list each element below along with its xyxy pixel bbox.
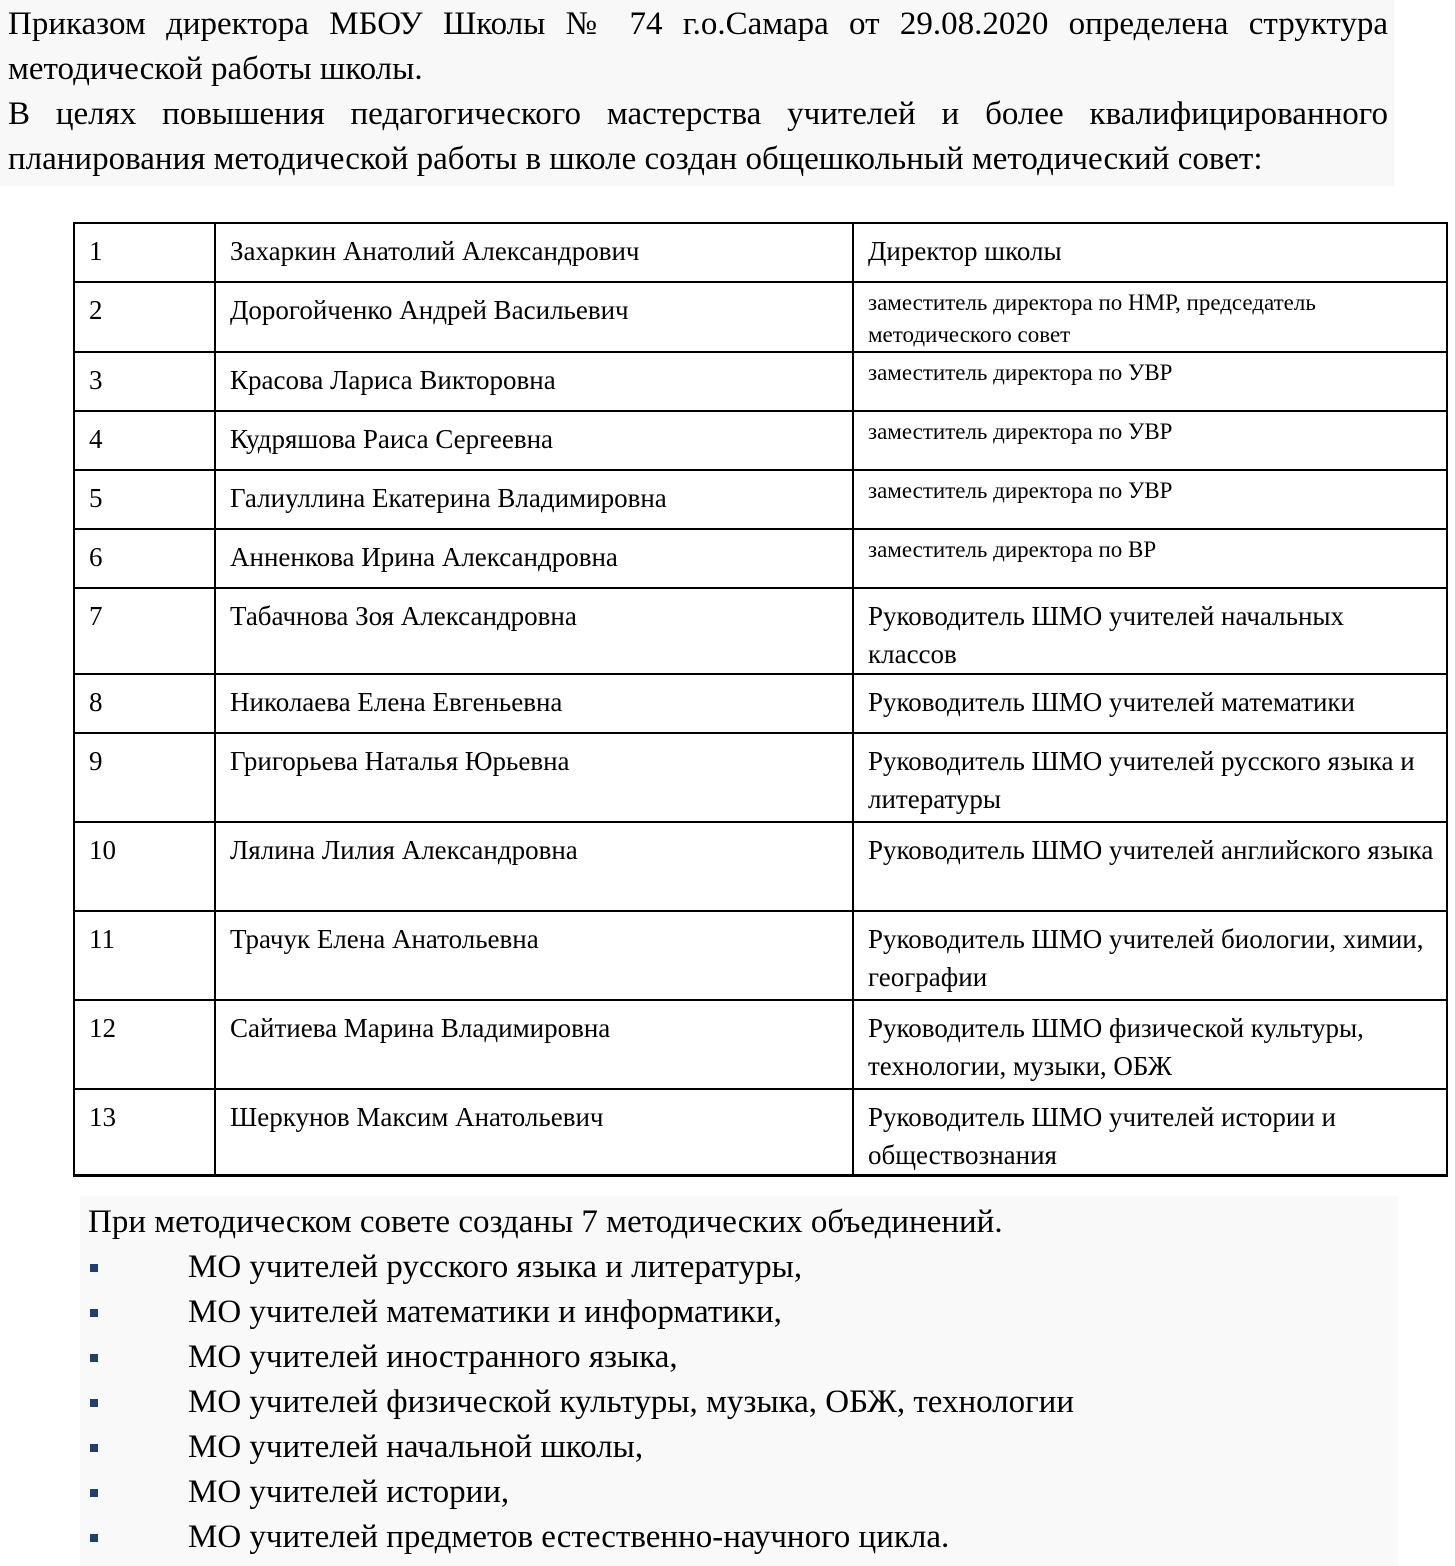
table-row <box>74 588 1447 674</box>
member-role: заместитель директора по НМР, председатель методического совет <box>853 282 1447 352</box>
member-name: Шеркунов Максим Анатольевич <box>215 1089 853 1176</box>
intro-block <box>0 0 1394 186</box>
table-row <box>74 674 1447 733</box>
table-row <box>74 352 1447 411</box>
member-name: Захаркин Анатолий Александрович <box>215 223 853 282</box>
table-row <box>74 411 1447 470</box>
row-number: 10 <box>74 822 215 911</box>
list-item-text: МО учителей иностранного языка, <box>188 1339 678 1375</box>
associations-lead: При методическом совете созданы 7 методических объединений. <box>88 1204 1003 1240</box>
member-name: Красова Лариса Викторовна <box>215 352 853 411</box>
row-number: 8 <box>74 674 215 733</box>
member-role: Руководитель ШМО учителей биологии, химии, географии <box>853 911 1447 1000</box>
row-number: 12 <box>74 1000 215 1089</box>
square-bullet-icon <box>90 1444 98 1452</box>
member-role: заместитель директора по УВР <box>853 411 1447 470</box>
list-item <box>88 1245 1398 1290</box>
list-item <box>88 1290 1398 1335</box>
member-name: Лялина Лилия Александровна <box>215 822 853 911</box>
associations-list <box>88 1245 1398 1560</box>
table-row <box>74 470 1447 529</box>
list-item <box>88 1380 1398 1425</box>
member-role: заместитель директора по УВР <box>853 470 1447 529</box>
member-role: Руководитель ШМО учителей русского языка и литературы <box>853 733 1447 822</box>
list-item-text: МО учителей физической культуры, музыка, ОБЖ, технологии <box>188 1384 1075 1420</box>
member-name: Галиуллина Екатерина Владимировна <box>215 470 853 529</box>
table-row <box>74 822 1447 911</box>
list-item-text: МО учителей математики и информатики, <box>188 1294 782 1330</box>
member-role: Руководитель ШМО учителей английского языка <box>853 822 1447 911</box>
square-bullet-icon <box>90 1534 98 1542</box>
table-row <box>74 1089 1447 1176</box>
list-item <box>88 1470 1398 1515</box>
table-row <box>74 282 1447 352</box>
member-name: Дорогойченко Андрей Васильевич <box>215 282 853 352</box>
table-row <box>74 733 1447 822</box>
row-number: 1 <box>74 223 215 282</box>
row-number: 2 <box>74 282 215 352</box>
council-table <box>73 222 1448 1177</box>
row-number: 3 <box>74 352 215 411</box>
row-number: 13 <box>74 1089 215 1176</box>
list-item <box>88 1335 1398 1380</box>
square-bullet-icon <box>90 1309 98 1317</box>
table-row <box>74 1000 1447 1089</box>
member-role: Руководитель ШМО физической культуры, технологии, музыки, ОБЖ <box>853 1000 1447 1089</box>
list-item-text: МО учителей предметов естественно-научного цикла. <box>188 1519 950 1555</box>
member-role: Руководитель ШМО учителей начальных классов <box>853 588 1447 674</box>
member-role: Директор школы <box>853 223 1447 282</box>
list-item-text: МО учителей истории, <box>188 1474 510 1510</box>
square-bullet-icon <box>90 1264 98 1272</box>
intro-paragraph-council: В целях повышения педагогического мастерства учителей и более квалифицированного планирования методической работы в школе создан общешкольный методический совет: <box>8 96 1388 177</box>
intro-paragraph-order: Приказом директора МБОУ Школы № 74 г.о.Самара от 29.08.2020 определена структура методической работы школы. <box>8 6 1388 87</box>
member-name: Николаева Елена Евгеньевна <box>215 674 853 733</box>
list-item-text: МО учителей начальной школы, <box>188 1429 644 1465</box>
row-number: 9 <box>74 733 215 822</box>
member-name: Сайтиева Марина Владимировна <box>215 1000 853 1089</box>
member-role: заместитель директора по УВР <box>853 352 1447 411</box>
list-item <box>88 1425 1398 1470</box>
row-number: 4 <box>74 411 215 470</box>
table-row <box>74 223 1447 282</box>
member-name: Трачук Елена Анатольевна <box>215 911 853 1000</box>
member-name: Григорьева Наталья Юрьевна <box>215 733 853 822</box>
list-item <box>88 1515 1398 1560</box>
member-role: Руководитель ШМО учителей математики <box>853 674 1447 733</box>
member-name: Кудряшова Раиса Сергеевна <box>215 411 853 470</box>
member-role: заместитель директора по ВР <box>853 529 1447 588</box>
methodical-associations <box>80 1196 1398 1566</box>
member-name: Анненкова Ирина Александровна <box>215 529 853 588</box>
square-bullet-icon <box>90 1489 98 1497</box>
table-row <box>74 529 1447 588</box>
row-number: 7 <box>74 588 215 674</box>
member-role: Руководитель ШМО учителей истории и обществознания <box>853 1089 1447 1176</box>
row-number: 6 <box>74 529 215 588</box>
member-name: Табачнова Зоя Александровна <box>215 588 853 674</box>
square-bullet-icon <box>90 1354 98 1362</box>
list-item-text: МО учителей русского языка и литературы, <box>188 1249 803 1285</box>
square-bullet-icon <box>90 1399 98 1407</box>
row-number: 11 <box>74 911 215 1000</box>
table-row <box>74 911 1447 1000</box>
row-number: 5 <box>74 470 215 529</box>
